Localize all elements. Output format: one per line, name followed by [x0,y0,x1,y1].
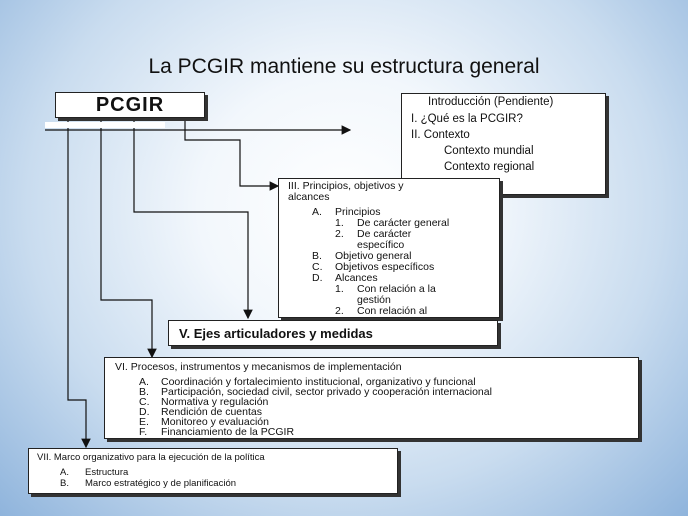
list-key: D. [312,272,323,284]
list-item: De carácter [357,228,412,240]
intro-heading: Introducción (Pendiente) [428,96,554,108]
list-item: Normativa y regulación [161,396,269,408]
connector-to-marco [68,118,86,447]
list-item-cont: gestión [357,294,391,306]
list-item: Con relación al [357,305,428,317]
principios-box [278,178,500,318]
list-key: A. [139,376,149,388]
list-item: Objetivos específicos [335,261,435,273]
slide-title: La PCGIR mantiene su estructura general [148,55,540,78]
principios-heading: III. Principios, objetivos y [288,180,404,192]
intro-item: I. ¿Qué es la PCGIR? [411,113,523,125]
list-item: De carácter general [357,217,450,229]
ejes-box: V. Ejes articuladores y medidas [168,320,498,346]
list-item: Principios [335,206,381,218]
connector-to-principios [185,118,278,186]
list-key: C. [312,261,323,273]
pcgir-root-box: PCGIR [55,92,205,118]
list-item: Participación, sociedad civil, sector privado y cooperación internacional [161,386,492,398]
marco-heading: VII. Marco organizativo para la ejecución de la política [37,452,265,463]
list-item: Alcances [335,272,378,284]
list-item: Con relación a la [357,283,436,295]
list-item: Marco estratégico y de planificación [85,478,237,489]
list-key: B. [60,478,69,489]
list-key: 1. [335,283,344,295]
list-key: 2. [335,228,344,240]
list-key: C. [139,396,150,408]
connector-to-ejes [134,118,248,318]
list-item: Estructura [85,467,129,478]
list-item: Financiamiento de la PCGIR [161,426,295,438]
list-item: Rendición de cuentas [161,406,262,418]
list-item: Coordinación y fortalecimiento institucional, organizativo y funcional [161,376,476,388]
list-key: A. [312,206,322,218]
list-item: Monitoreo y evaluación [161,416,269,428]
intro-item: II. Contexto [411,129,470,141]
list-key: B. [312,250,322,262]
list-item: Objetivo general [335,250,412,262]
list-item-cont: específico [357,239,405,251]
marco-box [28,448,398,494]
procesos-heading: VI. Procesos, instrumentos y mecanismos de implementación [115,361,402,373]
principios-heading-cont: alcances [288,191,330,203]
list-key: 1. [335,217,344,229]
connector-to-procesos [101,118,152,357]
procesos-box [104,357,639,439]
list-key: A. [60,467,69,478]
list-key: E. [139,416,149,428]
intro-sub: Contexto regional [444,161,535,173]
list-key: 2. [335,305,344,317]
list-key: B. [139,386,149,398]
pcgir-underline-bar [45,122,165,128]
intro-sub: Contexto mundial [444,145,534,157]
list-key: D. [139,406,150,418]
list-key: F. [139,426,148,438]
